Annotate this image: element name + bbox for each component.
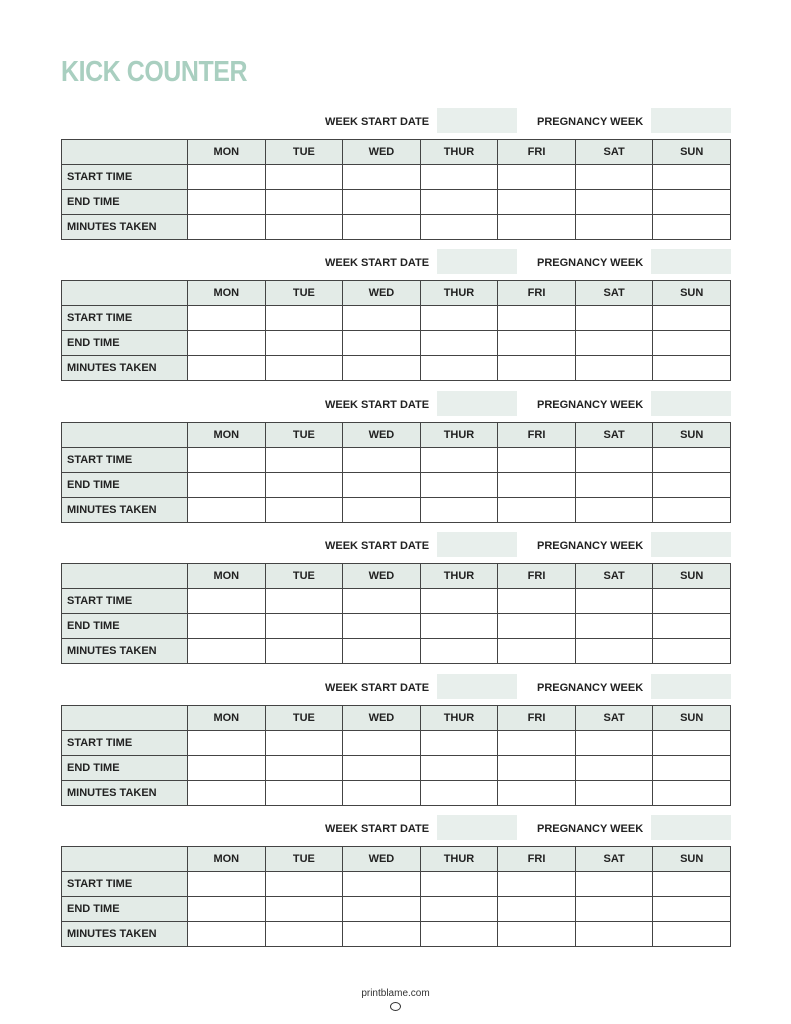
entry-cell[interactable] bbox=[343, 472, 421, 497]
entry-cell[interactable] bbox=[343, 331, 421, 356]
pregnancy-week-label: PREGNANCY WEEK bbox=[537, 257, 644, 270]
entry-cell[interactable] bbox=[420, 306, 498, 331]
pregnancy-week-label: PREGNANCY WEEK bbox=[537, 398, 644, 411]
entry-cell[interactable] bbox=[188, 730, 266, 755]
entry-cell[interactable] bbox=[188, 356, 266, 381]
entry-cell[interactable] bbox=[343, 306, 421, 331]
day-header: SUN bbox=[653, 281, 731, 306]
day-header: MON bbox=[188, 705, 266, 730]
corner-cell bbox=[62, 281, 188, 306]
entry-cell[interactable] bbox=[498, 331, 576, 356]
entry-cell[interactable] bbox=[420, 897, 498, 922]
entry-cell[interactable] bbox=[343, 730, 421, 755]
day-header: TUE bbox=[265, 281, 343, 306]
entry-cell[interactable] bbox=[420, 447, 498, 472]
row-label: START TIME bbox=[62, 872, 188, 897]
day-header: THUR bbox=[420, 564, 498, 589]
table-row bbox=[62, 897, 731, 922]
entry-cell[interactable] bbox=[343, 639, 421, 664]
row-label: MINUTES TAKEN bbox=[62, 215, 188, 240]
entry-cell[interactable] bbox=[498, 447, 576, 472]
entry-cell[interactable] bbox=[265, 730, 343, 755]
entry-cell[interactable] bbox=[420, 497, 498, 522]
entry-cell[interactable] bbox=[265, 639, 343, 664]
entry-cell[interactable] bbox=[653, 589, 731, 614]
day-header: TUE bbox=[265, 705, 343, 730]
entry-cell[interactable] bbox=[420, 614, 498, 639]
day-header: TUE bbox=[265, 140, 343, 165]
table-header-row bbox=[62, 281, 731, 306]
week-block bbox=[61, 108, 731, 239]
pregnancy-week-label: PREGNANCY WEEK bbox=[537, 823, 644, 835]
table-header-row bbox=[62, 140, 731, 165]
week-start-date-label: WEEK START DATE bbox=[325, 116, 430, 128]
pregnancy-week-label: PREGNANCY WEEK bbox=[537, 116, 644, 128]
row-label: MINUTES TAKEN bbox=[62, 356, 188, 381]
entry-cell[interactable] bbox=[343, 497, 421, 522]
entry-cell[interactable] bbox=[188, 589, 266, 614]
row-label: MINUTES TAKEN bbox=[62, 497, 188, 522]
day-header: MON bbox=[188, 564, 266, 589]
day-header: FRI bbox=[498, 140, 576, 165]
table-row bbox=[62, 639, 731, 664]
pregnancy-week-input[interactable] bbox=[651, 108, 731, 133]
table-row bbox=[62, 331, 731, 356]
table-header-row bbox=[62, 422, 731, 447]
entry-cell[interactable] bbox=[575, 190, 653, 215]
entry-cell[interactable] bbox=[265, 306, 343, 331]
entry-cell[interactable] bbox=[575, 639, 653, 664]
row-label: START TIME bbox=[62, 306, 188, 331]
day-header: FRI bbox=[498, 422, 576, 447]
table-row bbox=[62, 472, 731, 497]
day-header: TUE bbox=[265, 422, 343, 447]
row-label: END TIME bbox=[62, 331, 188, 356]
table-header-row bbox=[62, 564, 731, 589]
week-block bbox=[61, 532, 731, 663]
entry-cell[interactable] bbox=[653, 755, 731, 780]
entry-cell[interactable] bbox=[420, 730, 498, 755]
day-header: SUN bbox=[653, 847, 731, 872]
entry-cell[interactable] bbox=[343, 872, 421, 897]
week-start-date-label: WEEK START DATE bbox=[325, 540, 430, 553]
day-header: MON bbox=[188, 422, 266, 447]
entry-cell[interactable] bbox=[575, 331, 653, 356]
entry-cell[interactable] bbox=[420, 331, 498, 356]
week-start-date-label: WEEK START DATE bbox=[325, 398, 430, 411]
corner-cell bbox=[62, 847, 188, 872]
entry-cell[interactable] bbox=[498, 165, 576, 190]
week-block bbox=[61, 391, 731, 522]
entry-cell[interactable] bbox=[188, 639, 266, 664]
table-row bbox=[62, 755, 731, 780]
row-label: MINUTES TAKEN bbox=[62, 639, 188, 664]
entry-cell[interactable] bbox=[653, 872, 731, 897]
entry-cell[interactable] bbox=[575, 614, 653, 639]
entry-cell[interactable] bbox=[575, 497, 653, 522]
entry-cell[interactable] bbox=[420, 872, 498, 897]
corner-cell bbox=[62, 422, 188, 447]
entry-cell[interactable] bbox=[343, 922, 421, 947]
entry-cell[interactable] bbox=[343, 215, 421, 240]
entry-cell[interactable] bbox=[575, 215, 653, 240]
entry-cell[interactable] bbox=[420, 165, 498, 190]
day-header: MON bbox=[188, 847, 266, 872]
day-header: MON bbox=[188, 281, 266, 306]
entry-cell[interactable] bbox=[343, 897, 421, 922]
row-label: START TIME bbox=[62, 589, 188, 614]
entry-cell[interactable] bbox=[653, 614, 731, 639]
table-row bbox=[62, 614, 731, 639]
entry-cell[interactable] bbox=[653, 190, 731, 215]
day-header: SAT bbox=[575, 564, 653, 589]
week-start-date-label: WEEK START DATE bbox=[325, 681, 430, 694]
corner-cell bbox=[62, 564, 188, 589]
entry-cell[interactable] bbox=[420, 472, 498, 497]
entry-cell[interactable] bbox=[575, 165, 653, 190]
entry-cell[interactable] bbox=[653, 897, 731, 922]
entry-cell[interactable] bbox=[265, 614, 343, 639]
day-header: WED bbox=[343, 422, 421, 447]
row-label: START TIME bbox=[62, 447, 188, 472]
entry-cell[interactable] bbox=[498, 190, 576, 215]
entry-cell[interactable] bbox=[188, 447, 266, 472]
day-header: SAT bbox=[575, 847, 653, 872]
entry-cell[interactable] bbox=[188, 190, 266, 215]
kick-table bbox=[61, 139, 731, 240]
pregnancy-week-input[interactable] bbox=[651, 815, 731, 840]
entry-cell[interactable] bbox=[653, 472, 731, 497]
entry-cell[interactable] bbox=[343, 190, 421, 215]
page-title: KICK COUNTER bbox=[61, 56, 248, 88]
entry-cell[interactable] bbox=[188, 306, 266, 331]
entry-cell[interactable] bbox=[343, 755, 421, 780]
table-row bbox=[62, 730, 731, 755]
table-row bbox=[62, 306, 731, 331]
entry-cell[interactable] bbox=[265, 872, 343, 897]
table-row bbox=[62, 190, 731, 215]
entry-cell[interactable] bbox=[420, 922, 498, 947]
entry-cell[interactable] bbox=[265, 356, 343, 381]
week-start-date-input[interactable] bbox=[437, 108, 517, 133]
kick-table bbox=[61, 563, 731, 664]
day-header: WED bbox=[343, 140, 421, 165]
entry-cell[interactable] bbox=[653, 780, 731, 805]
entry-cell[interactable] bbox=[575, 589, 653, 614]
entry-cell[interactable] bbox=[653, 447, 731, 472]
day-header: SAT bbox=[575, 422, 653, 447]
entry-cell[interactable] bbox=[343, 589, 421, 614]
entry-cell[interactable] bbox=[265, 331, 343, 356]
row-label: END TIME bbox=[62, 755, 188, 780]
entry-cell[interactable] bbox=[265, 589, 343, 614]
table-row bbox=[62, 356, 731, 381]
kick-table bbox=[61, 422, 731, 523]
day-header: SUN bbox=[653, 140, 731, 165]
entry-cell[interactable] bbox=[265, 755, 343, 780]
row-label: END TIME bbox=[62, 614, 188, 639]
entry-cell[interactable] bbox=[188, 872, 266, 897]
entry-cell[interactable] bbox=[653, 922, 731, 947]
entry-cell[interactable] bbox=[498, 780, 576, 805]
entry-cell[interactable] bbox=[498, 614, 576, 639]
entry-cell[interactable] bbox=[265, 447, 343, 472]
entry-cell[interactable] bbox=[265, 922, 343, 947]
entry-cell[interactable] bbox=[575, 922, 653, 947]
table-row bbox=[62, 589, 731, 614]
entry-cell[interactable] bbox=[188, 215, 266, 240]
row-label: START TIME bbox=[62, 730, 188, 755]
entry-cell[interactable] bbox=[420, 780, 498, 805]
entry-cell[interactable] bbox=[575, 872, 653, 897]
table-header-row bbox=[62, 705, 731, 730]
table-row bbox=[62, 215, 731, 240]
day-header: SAT bbox=[575, 281, 653, 306]
entry-cell[interactable] bbox=[498, 472, 576, 497]
entry-cell[interactable] bbox=[188, 472, 266, 497]
row-label: END TIME bbox=[62, 190, 188, 215]
week-start-date-input[interactable] bbox=[437, 815, 517, 840]
entry-cell[interactable] bbox=[575, 730, 653, 755]
entry-cell[interactable] bbox=[575, 755, 653, 780]
day-header: WED bbox=[343, 281, 421, 306]
day-header: FRI bbox=[498, 281, 576, 306]
pregnancy-week-input[interactable] bbox=[651, 249, 731, 274]
entry-cell[interactable] bbox=[653, 497, 731, 522]
day-header: SUN bbox=[653, 422, 731, 447]
day-header: TUE bbox=[265, 847, 343, 872]
table-row bbox=[62, 497, 731, 522]
entry-cell[interactable] bbox=[188, 780, 266, 805]
day-header: TUE bbox=[265, 564, 343, 589]
entry-cell[interactable] bbox=[498, 306, 576, 331]
day-header: SUN bbox=[653, 705, 731, 730]
pregnancy-week-label: PREGNANCY WEEK bbox=[537, 540, 644, 553]
entry-cell[interactable] bbox=[343, 780, 421, 805]
entry-cell[interactable] bbox=[188, 331, 266, 356]
pregnancy-week-input[interactable] bbox=[651, 674, 731, 699]
table-row bbox=[62, 165, 731, 190]
entry-cell[interactable] bbox=[498, 897, 576, 922]
entry-cell[interactable] bbox=[265, 497, 343, 522]
day-header: WED bbox=[343, 847, 421, 872]
entry-cell[interactable] bbox=[265, 780, 343, 805]
kick-table bbox=[61, 705, 731, 806]
entry-cell[interactable] bbox=[343, 165, 421, 190]
entry-cell[interactable] bbox=[188, 614, 266, 639]
entry-cell[interactable] bbox=[653, 306, 731, 331]
entry-cell[interactable] bbox=[575, 897, 653, 922]
entry-cell[interactable] bbox=[653, 730, 731, 755]
entry-cell[interactable] bbox=[498, 755, 576, 780]
entry-cell[interactable] bbox=[265, 215, 343, 240]
entry-cell[interactable] bbox=[575, 356, 653, 381]
day-header: SAT bbox=[575, 140, 653, 165]
entry-cell[interactable] bbox=[653, 331, 731, 356]
entry-cell[interactable] bbox=[575, 447, 653, 472]
day-header: FRI bbox=[498, 705, 576, 730]
entry-cell[interactable] bbox=[575, 472, 653, 497]
week-start-date-label: WEEK START DATE bbox=[325, 257, 430, 270]
day-header: SAT bbox=[575, 705, 653, 730]
pregnancy-week-label: PREGNANCY WEEK bbox=[537, 681, 644, 694]
entry-cell[interactable] bbox=[498, 497, 576, 522]
entry-cell[interactable] bbox=[343, 356, 421, 381]
entry-cell[interactable] bbox=[265, 897, 343, 922]
footer-site: printblame.com bbox=[361, 988, 430, 999]
corner-cell bbox=[62, 705, 188, 730]
day-header: SUN bbox=[653, 564, 731, 589]
entry-cell[interactable] bbox=[420, 639, 498, 664]
entry-cell[interactable] bbox=[498, 589, 576, 614]
entry-cell[interactable] bbox=[498, 730, 576, 755]
row-label: START TIME bbox=[62, 165, 188, 190]
entry-cell[interactable] bbox=[265, 165, 343, 190]
entry-cell[interactable] bbox=[188, 165, 266, 190]
table-row bbox=[62, 780, 731, 805]
row-label: MINUTES TAKEN bbox=[62, 780, 188, 805]
entry-cell[interactable] bbox=[188, 897, 266, 922]
kick-table bbox=[61, 280, 731, 381]
corner-cell bbox=[62, 140, 188, 165]
table-row bbox=[62, 872, 731, 897]
entry-cell[interactable] bbox=[575, 306, 653, 331]
week-start-date-input[interactable] bbox=[437, 674, 517, 699]
entry-cell[interactable] bbox=[653, 165, 731, 190]
week-start-date-input[interactable] bbox=[437, 391, 517, 416]
entry-cell[interactable] bbox=[188, 497, 266, 522]
day-header: THUR bbox=[420, 847, 498, 872]
entry-cell[interactable] bbox=[498, 922, 576, 947]
day-header: THUR bbox=[420, 140, 498, 165]
day-header: WED bbox=[343, 705, 421, 730]
entry-cell[interactable] bbox=[420, 755, 498, 780]
week-start-date-input[interactable] bbox=[437, 249, 517, 274]
entry-cell[interactable] bbox=[575, 780, 653, 805]
week-block bbox=[61, 815, 731, 946]
entry-cell[interactable] bbox=[653, 639, 731, 664]
day-header: THUR bbox=[420, 705, 498, 730]
entry-cell[interactable] bbox=[265, 472, 343, 497]
week-start-date-label: WEEK START DATE bbox=[325, 823, 430, 835]
table-row bbox=[62, 447, 731, 472]
table-header-row bbox=[62, 847, 731, 872]
day-header: THUR bbox=[420, 281, 498, 306]
row-label: END TIME bbox=[62, 897, 188, 922]
day-header: MON bbox=[188, 140, 266, 165]
entry-cell[interactable] bbox=[265, 190, 343, 215]
day-header: FRI bbox=[498, 847, 576, 872]
entry-cell[interactable] bbox=[653, 215, 731, 240]
pregnancy-week-input[interactable] bbox=[651, 391, 731, 416]
entry-cell[interactable] bbox=[420, 190, 498, 215]
entry-cell[interactable] bbox=[498, 356, 576, 381]
week-start-date-input[interactable] bbox=[437, 532, 517, 557]
entry-cell[interactable] bbox=[653, 356, 731, 381]
row-label: END TIME bbox=[62, 472, 188, 497]
row-label: MINUTES TAKEN bbox=[62, 922, 188, 947]
entry-cell[interactable] bbox=[188, 922, 266, 947]
pregnancy-week-input[interactable] bbox=[651, 532, 731, 557]
entry-cell[interactable] bbox=[343, 447, 421, 472]
day-header: FRI bbox=[498, 564, 576, 589]
kick-table bbox=[61, 846, 731, 947]
entry-cell[interactable] bbox=[420, 215, 498, 240]
entry-cell[interactable] bbox=[498, 639, 576, 664]
week-block bbox=[61, 674, 731, 805]
entry-cell[interactable] bbox=[498, 215, 576, 240]
entry-cell[interactable] bbox=[420, 589, 498, 614]
day-header: THUR bbox=[420, 422, 498, 447]
table-row bbox=[62, 922, 731, 947]
week-block bbox=[61, 249, 731, 380]
entry-cell[interactable] bbox=[343, 614, 421, 639]
entry-cell[interactable] bbox=[498, 872, 576, 897]
day-header: WED bbox=[343, 564, 421, 589]
entry-cell[interactable] bbox=[420, 356, 498, 381]
printblame-logo-icon bbox=[390, 1002, 401, 1011]
entry-cell[interactable] bbox=[188, 755, 266, 780]
